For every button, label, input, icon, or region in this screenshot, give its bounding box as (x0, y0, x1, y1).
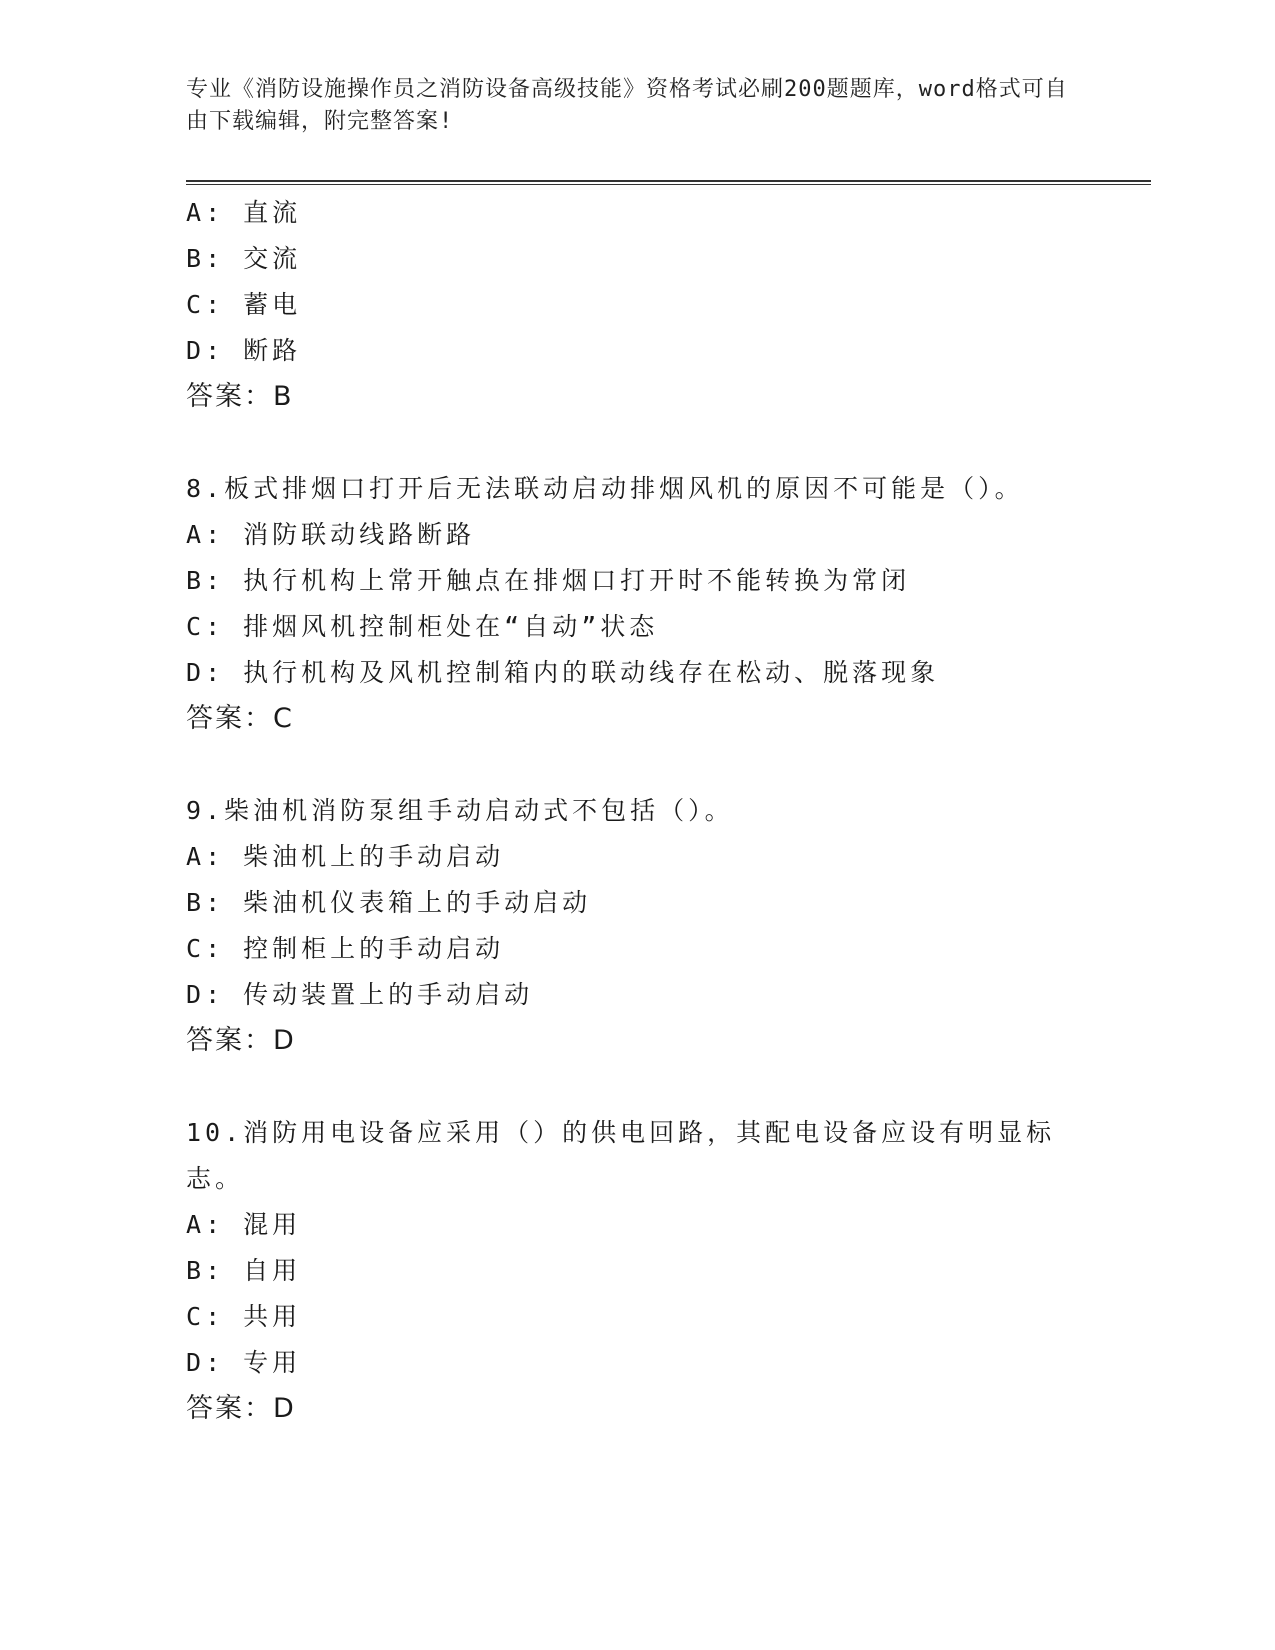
header-divider-thin (186, 184, 1151, 185)
option-c: C: 共用 (186, 1302, 302, 1331)
option-d: D: 专用 (186, 1348, 302, 1377)
option-b: B: 交流 (186, 244, 302, 273)
question-text: 8.板式排烟口打开后无法联动启动排烟风机的原因不可能是（）。 (186, 474, 1024, 503)
option-a: A: 柴油机上的手动启动 (186, 842, 505, 871)
answer-line: 答案：D (186, 1025, 296, 1056)
answer-line: 答案：C (186, 703, 294, 734)
option-c: C: 排烟风机控制柜处在“自动”状态 (186, 612, 659, 641)
option-c: C: 蓄电 (186, 290, 302, 319)
document-header: 专业《消防设施操作员之消防设备高级技能》资格考试必刷200题题库，word格式可自由下载编辑，附完整答案! (186, 77, 1068, 134)
option-b: B: 柴油机仪表箱上的手动启动 (186, 888, 592, 917)
option-a: A: 直流 (186, 198, 302, 227)
question-block-9 (186, 788, 1151, 1064)
answer-line: 答案：D (186, 1393, 296, 1424)
answer-line: 答案：B (186, 381, 294, 412)
question-block-10 (186, 1110, 1151, 1432)
header-divider-thick (186, 180, 1151, 182)
option-d: D: 传动装置上的手动启动 (186, 980, 534, 1009)
question-list (186, 190, 1151, 1432)
question-block-7 (186, 190, 1151, 420)
question-block-8 (186, 466, 1151, 742)
option-b: B: 自用 (186, 1256, 302, 1285)
option-b: B: 执行机构上常开触点在排烟口打开时不能转换为常闭 (186, 566, 911, 595)
option-d: D: 断路 (186, 336, 302, 365)
question-text: 10.消防用电设备应采用（）的供电回路，其配电设备应设有明显标志。 (186, 1118, 1056, 1193)
option-d: D: 执行机构及风机控制箱内的联动线存在松动、脱落现象 (186, 658, 940, 687)
option-a: A: 消防联动线路断路 (186, 520, 476, 549)
question-text: 9.柴油机消防泵组手动启动式不包括（）。 (186, 796, 734, 825)
option-c: C: 控制柜上的手动启动 (186, 934, 505, 963)
option-a: A: 混用 (186, 1210, 302, 1239)
